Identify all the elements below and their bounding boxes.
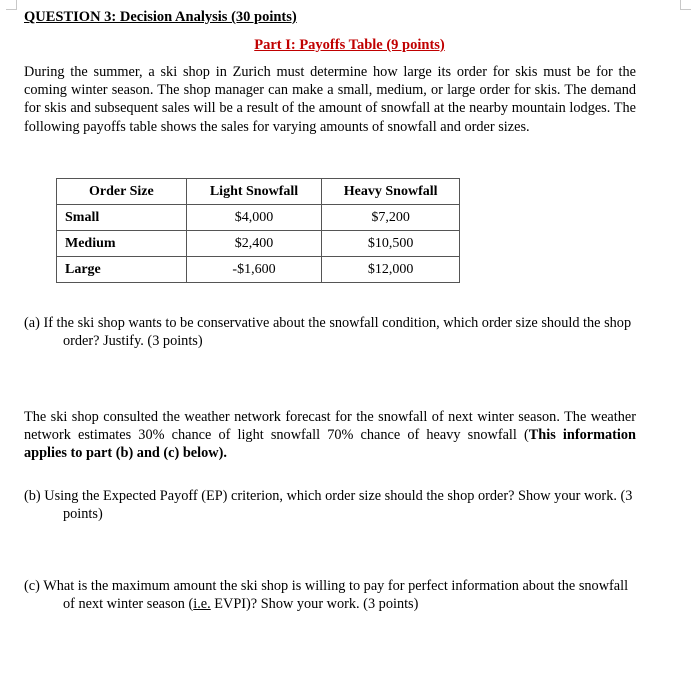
table-row <box>57 205 460 231</box>
question-b-label: (b) <box>24 488 41 504</box>
cell-value: $2,400 <box>186 231 322 257</box>
forecast-text: The ski shop consulted the weather network forecast for the snowfall of next winter season. The weather network estimates 30% chance of light snowfall 70% chance of heavy snowfall ( <box>24 409 636 444</box>
question-c <box>24 577 642 613</box>
question-b-text: Using the Expected Payoff (EP) criterion, which order size should the shop order? Show your work. (3 points) <box>44 488 633 523</box>
intro-paragraph: During the summer, a ski shop in Zurich must determine how large its order for skis must be for the coming winter season. The shop manager can make a small, medium, or large order for skis. The demand for skis and subsequent sales will be a result of the amount of snowfall at the nearby mountain lodges. The following payoffs table shows the sales for varying amounts of snowfall and order sizes. <box>24 64 636 135</box>
cell-value: $12,000 <box>322 257 460 283</box>
cell-value: $7,200 <box>322 205 460 231</box>
question-b <box>24 487 642 523</box>
table-row <box>57 231 460 257</box>
row-label: Small <box>57 205 187 231</box>
header-heavy-snowfall: Heavy Snowfall <box>322 179 460 205</box>
question-title: QUESTION 3: Decision Analysis (30 points) <box>24 9 297 25</box>
question-a-label: (a) <box>24 315 40 331</box>
forecast-bold-note: This information applies to part (b) and (c) below). <box>24 427 636 462</box>
payoffs-table <box>56 178 460 283</box>
header-light-snowfall: Light Snowfall <box>186 179 322 205</box>
cell-value: -$1,600 <box>186 257 322 283</box>
table-header-row <box>57 179 460 205</box>
crop-mark-top-left <box>6 0 17 10</box>
crop-mark-top-right <box>680 0 691 10</box>
table-row <box>57 257 460 283</box>
cell-value: $4,000 <box>186 205 322 231</box>
question-a-text: If the ski shop wants to be conservative about the snowfall condition, which order size should the shop order? Justify. (3 points) <box>43 315 632 350</box>
part-title: Part I: Payoffs Table (9 points) <box>254 37 445 53</box>
question-c-text: What is the maximum amount the ski shop is willing to pay for perfect information about the snowfall of next winter season ( <box>43 578 629 613</box>
header-order-size: Order Size <box>57 179 187 205</box>
row-label: Large <box>57 257 187 283</box>
question-a <box>24 314 642 350</box>
question-c-label: (c) <box>24 578 40 594</box>
forecast-paragraph <box>24 408 636 463</box>
question-c-ie: i.e. <box>193 596 211 613</box>
cell-value: $10,500 <box>322 231 460 257</box>
question-c-text-after: EVPI)? Show your work. (3 points) <box>210 596 419 613</box>
row-label: Medium <box>57 231 187 257</box>
